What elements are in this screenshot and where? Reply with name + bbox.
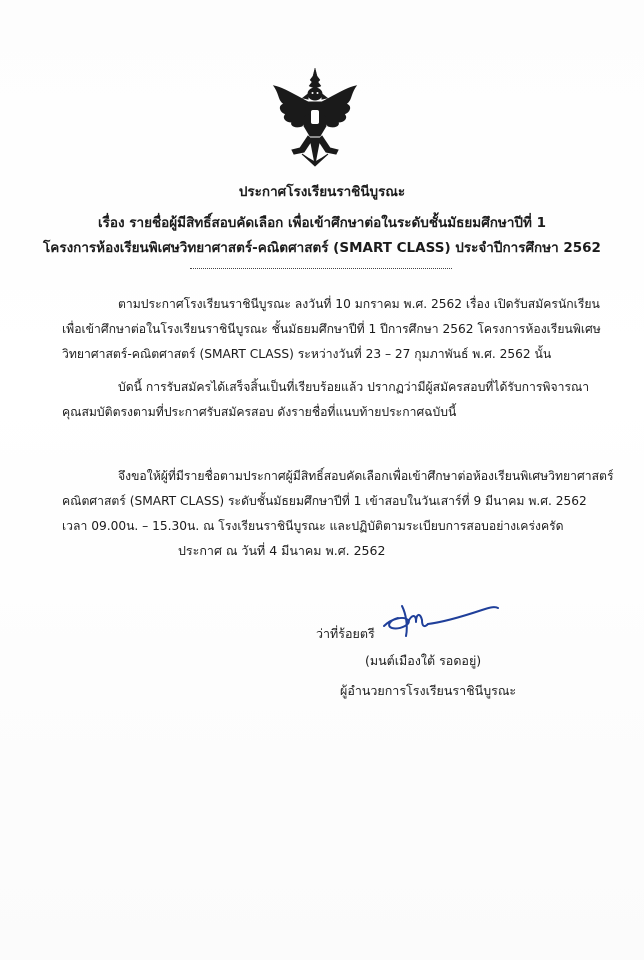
paragraph-line: วิทยาศาสตร์-คณิตศาสตร์ (SMART CLASS) ระหว่างวันที่ 23 – 27 กุมภาพันธ์ พ.ศ. 2562 นั้น (62, 347, 552, 361)
paragraph-line: เพื่อเข้าศึกษาต่อในโรงเรียนราชินีบูรณะ ชั้นมัธยมศึกษาปีที่ 1 ปีการศึกษา 2562 โครงการห้องเรียนพิเศษ (62, 322, 601, 336)
dotted-divider (190, 268, 452, 271)
announcement-project: โครงการห้องเรียนพิเศษวิทยาศาสตร์-คณิตศาสตร์ (SMART CLASS) ประจำปีการศึกษา 2562 (43, 240, 601, 256)
signature-image (378, 596, 502, 644)
paragraph-instruction (62, 464, 614, 539)
signer-rank: ว่าที่ร้อยตรี (316, 626, 375, 641)
announcement-title: ประกาศโรงเรียนราชินีบูรณะ (238, 184, 406, 200)
paragraph-reference (62, 292, 601, 367)
paragraph-line: เวลา 09.00น. – 15.30น. ณ โรงเรียนราชินีบูรณะ และปฏิบัติตามระเบียบการสอบอย่างเคร่งครัด (62, 519, 564, 533)
paragraph-line: คณิตศาสตร์ (SMART CLASS) ระดับชั้นมัธยมศึกษาปีที่ 1 เข้าสอบในวันเสาร์ที่ 9 มีนาคม พ.ศ. 2562 (62, 494, 587, 508)
announcement-subject: เรื่อง รายชื่อผู้มีสิทธิ์สอบคัดเลือก เพื่อเข้าศึกษาต่อในระดับชั้นมัธยมศึกษาปีที่ 1 (98, 215, 546, 231)
announcement-date: ประกาศ ณ วันที่ 4 มีนาคม พ.ศ. 2562 (178, 543, 386, 558)
paragraph-line: จึงขอให้ผู้ที่มีรายชื่อตามประกาศผู้มีสิทธิ์สอบคัดเลือกเพื่อเข้าศึกษาต่อห้องเรียนพิเศษวิทยาศาสตร์ (118, 469, 614, 483)
paragraph-line: คุณสมบัติตรงตามที่ประกาศรับสมัครสอบ ดังรายชื่อที่แนบท้ายประกาศฉบับนี้ (62, 405, 457, 419)
paragraph-status (62, 375, 590, 425)
signer-position: ผู้อำนวยการโรงเรียนราชินีบูรณะ (340, 683, 517, 698)
signer-name: (มนต์เมืองใต้ รอดอยู่) (365, 653, 482, 668)
paragraph-line: บัดนี้ การรับสมัครได้เสร็จสิ้นเป็นที่เรียบร้อยแล้ว ปรากฏว่ามีผู้สมัครสอบที่ได้รับการพิจารณา (118, 380, 590, 394)
garuda-emblem-icon (270, 66, 360, 168)
paragraph-line: ตามประกาศโรงเรียนราชินีบูรณะ ลงวันที่ 10 มกราคม พ.ศ. 2562 เรื่อง เปิดรับสมัครนักเรียน (118, 297, 600, 311)
